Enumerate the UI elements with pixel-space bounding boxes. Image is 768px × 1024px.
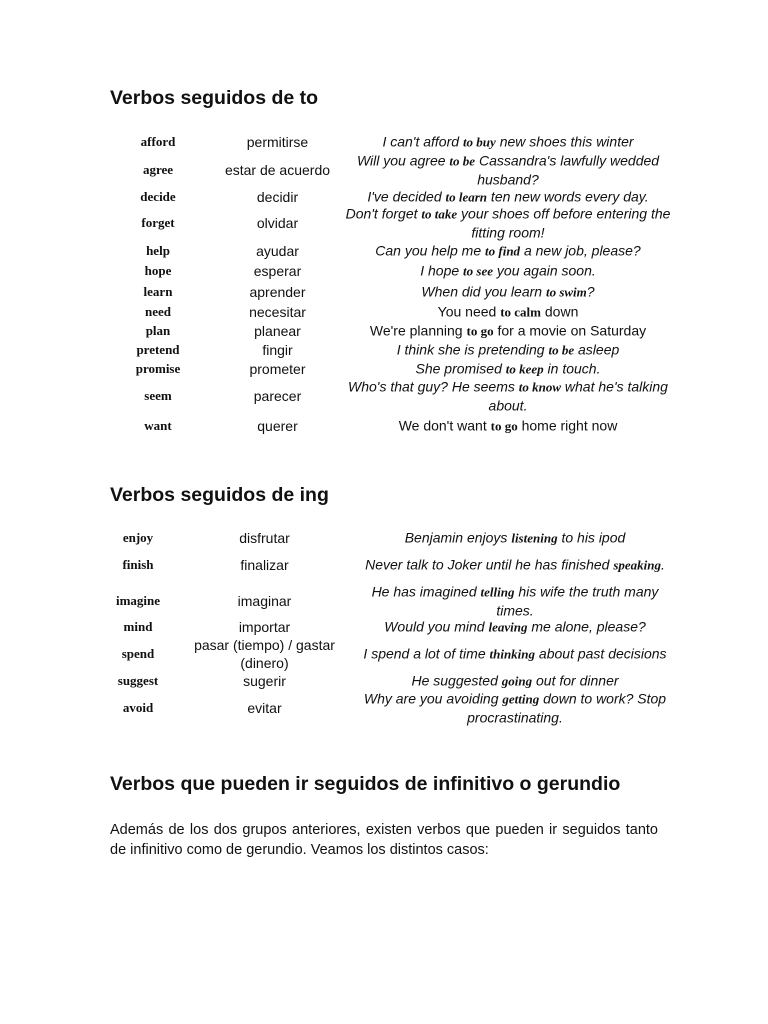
example-verb-form: to take [421, 206, 458, 222]
translation-cell: planear [254, 323, 301, 339]
example-text: for a movie on Saturday [493, 322, 647, 339]
translation-cell: esperar [253, 263, 302, 279]
example-text: I think she is pretending [396, 341, 549, 358]
verb-cell: decide [140, 189, 176, 204]
translation-cell: estar de acuerdo [224, 162, 331, 178]
example-cell [342, 303, 674, 322]
example-verb-form: to find [485, 243, 521, 259]
example-text: We don't want [398, 417, 491, 434]
translation-cell: pasar (tiempo) / gastar (dinero) [194, 637, 335, 671]
section-heading-infinitive-gerund: Verbos que pueden ir seguidos de infinitivo o gerundio [110, 773, 621, 795]
example-text: in touch. [543, 360, 601, 377]
verb-cell: agree [142, 162, 174, 177]
example-verb-form: to see [463, 263, 494, 279]
verb-cell: hope [144, 263, 172, 278]
example-text: a new job, please? [520, 242, 641, 259]
translation-cell: ayudar [256, 243, 299, 259]
verb-cell: learn [143, 284, 173, 299]
example-verb-form: listening [511, 530, 558, 546]
verb-cell: promise [135, 361, 181, 376]
example-cell [342, 262, 674, 281]
translation-cell: sugerir [243, 673, 286, 689]
example-text: you again soon. [493, 262, 596, 279]
example-verb-form: leaving [488, 619, 528, 635]
example-text: out for dinner [532, 672, 619, 689]
example-verb-form: thinking [489, 646, 536, 662]
example-text: down [541, 303, 579, 320]
verb-cell: need [145, 304, 171, 319]
example-cell [352, 556, 678, 575]
example-text: your shoes off before entering the fitting room! [457, 205, 671, 241]
example-cell [352, 583, 678, 620]
verb-cell: pretend [136, 342, 180, 357]
example-verb-form: to swim [545, 284, 587, 300]
example-verb-form: getting [502, 691, 540, 707]
section-heading-to: Verbos seguidos de to [110, 87, 319, 109]
translation-cell: olvidar [256, 215, 299, 231]
example-text: ? [586, 283, 595, 300]
example-cell [342, 360, 674, 379]
verb-cell: mind [123, 619, 153, 634]
example-text: When did you learn [421, 283, 546, 300]
example-verb-form: to keep [505, 361, 544, 377]
example-text: He has imagined [371, 583, 481, 600]
example-text: I hope [420, 262, 464, 279]
verb-cell: help [146, 243, 170, 258]
example-verb-form: to learn [445, 189, 488, 205]
example-text: Can you help me [375, 242, 486, 259]
example-cell [352, 618, 678, 637]
verb-cell: avoid [122, 700, 154, 715]
example-text: Cassandra's lawfully wedded husband? [475, 152, 660, 188]
example-cell [342, 341, 674, 360]
example-text: Why are you avoiding [363, 690, 503, 707]
example-cell [342, 133, 674, 152]
example-text: to his ipod [557, 529, 626, 546]
example-cell [342, 378, 674, 415]
example-verb-form: telling [480, 584, 515, 600]
example-text: me alone, please? [527, 618, 646, 635]
example-text: Who's that guy? He seems [348, 378, 519, 395]
translation-cell: evitar [247, 700, 282, 716]
example-text: about past decisions [535, 645, 667, 662]
example-text: I spend a lot of time [363, 645, 490, 662]
example-text: his wife the truth many times. [496, 583, 659, 619]
example-cell [342, 242, 674, 261]
example-verb-form: to be [548, 342, 575, 358]
example-cell [352, 672, 678, 691]
example-cell [352, 690, 678, 727]
example-text: Benjamin enjoys [404, 529, 512, 546]
example-verb-form: to buy [462, 134, 496, 150]
verb-cell: seem [144, 388, 172, 403]
example-text: I can't afford [382, 133, 463, 150]
verb-cell: finish [122, 557, 154, 572]
translation-cell: disfrutar [239, 530, 290, 546]
translation-cell: importar [238, 619, 291, 635]
example-text: We're planning [369, 322, 467, 339]
example-verb-form: speaking [613, 557, 662, 573]
example-text: Never talk to Joker until he has finished [365, 556, 614, 573]
example-cell [342, 283, 674, 302]
example-text: Would you mind [384, 618, 489, 635]
verb-cell: afford [140, 134, 176, 149]
example-cell [342, 322, 674, 341]
example-verb-form: to go [466, 323, 494, 339]
example-text: He suggested [411, 672, 502, 689]
translation-cell: aprender [249, 284, 306, 300]
translation-cell: fingir [262, 342, 293, 358]
example-text: You need [437, 303, 501, 320]
section-heading-ing: Verbos seguidos de ing [110, 484, 329, 506]
example-verb-form: to calm [500, 304, 541, 320]
translation-cell: decidir [256, 189, 299, 205]
intro-paragraph: Además de los dos grupos anteriores, existen verbos que pueden ir seguidos tanto de infinitivo como de gerundio. Veamos los distintos casos: [110, 822, 658, 858]
example-text: I've decided [367, 188, 446, 205]
example-text: She promised [415, 360, 506, 377]
verb-cell: suggest [117, 673, 159, 688]
translation-cell: imaginar [237, 593, 292, 609]
translation-cell: necesitar [249, 304, 306, 320]
verb-cell: plan [145, 323, 171, 338]
translation-cell: querer [257, 418, 298, 434]
translation-cell: permitirse [246, 134, 309, 150]
translation-cell: prometer [249, 361, 306, 377]
example-cell [342, 205, 674, 242]
example-text: down to work? Stop procrastinating. [467, 690, 667, 726]
example-text: Don't forget [345, 205, 422, 222]
example-text: ten new words every day. [487, 188, 649, 205]
example-text: new shoes this winter [495, 133, 634, 150]
verb-cell: want [144, 418, 172, 433]
example-text: home right now [517, 417, 618, 434]
translation-cell: parecer [253, 388, 302, 404]
example-verb-form: to know [518, 379, 562, 395]
example-text: Will you agree [356, 152, 450, 169]
verb-cell: forget [141, 215, 175, 230]
example-text: asleep [574, 341, 620, 358]
example-cell [352, 645, 678, 664]
verb-cell: imagine [115, 593, 161, 608]
translation-cell: finalizar [240, 557, 289, 573]
example-verb-form: to go [490, 418, 518, 434]
example-text: what he's talking about. [488, 378, 668, 414]
example-verb-form: going [501, 673, 533, 689]
verb-cell: enjoy [122, 530, 154, 545]
example-cell [342, 417, 674, 436]
example-text: . [661, 556, 665, 573]
verb-cell: spend [121, 646, 155, 661]
example-cell [342, 152, 674, 189]
example-verb-form: to be [449, 153, 476, 169]
example-cell [352, 529, 678, 548]
